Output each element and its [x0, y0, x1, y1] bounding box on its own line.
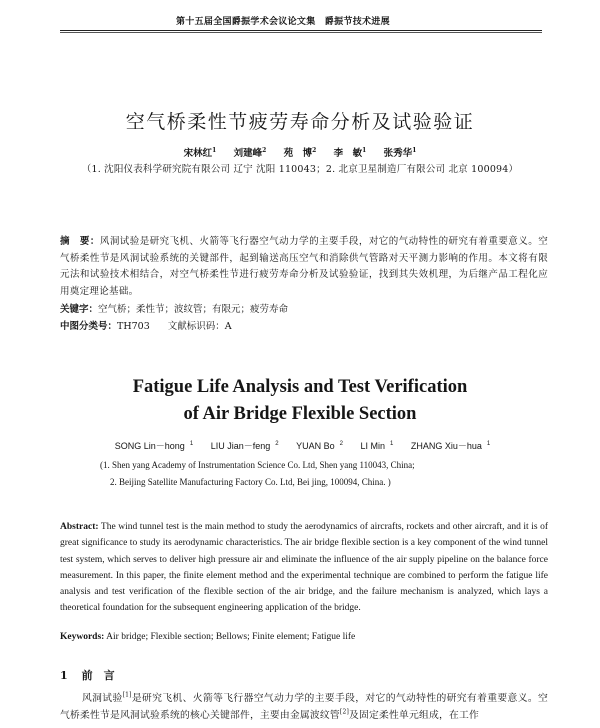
english-title — [0, 374, 600, 428]
citation: [1] — [122, 691, 132, 699]
abstract-text: 风洞试验是研究飞机、火箭等飞行器空气动力学的主要手段，对它的气动特性的研究有着重要意义。空气桥柔性节是风洞试验系统的关键部件，起到输送高压空气和消除供气管路对天平测力影响的作用。本文将有限元法和试验技术相结合，对空气桥柔性节进行疲劳寿命分析及试验验证，找到其失效机理，为后继产品工程化应用奠定理论基础。 — [60, 236, 548, 297]
header-rule-thin — [60, 32, 542, 33]
citation: [2] — [339, 708, 350, 716]
author: LIU Jian－feng $^2$ — [210, 441, 279, 451]
author: ZHANG Xiu－hua $^1$ — [410, 441, 491, 451]
classification-value: TH703 — [117, 321, 150, 332]
author: 张秀华$^1$ — [383, 146, 417, 159]
chinese-keywords — [60, 301, 288, 315]
english-affiliation-line-1: (1. Shen yang Academy of Instrumentation Science Co. Ltd, Shen yang 110043, China; — [100, 460, 415, 470]
running-head: 第十五届全国爵振学术会议论文集 爵振节技术进展 — [176, 17, 390, 27]
english-title-line-2: of Air Bridge Flexible Section — [183, 404, 417, 424]
document-code-value: A — [224, 321, 232, 332]
english-affiliation — [100, 457, 530, 491]
classification-label: 中图分类号： — [60, 321, 118, 332]
body-paragraph: 风洞试验[1]是研究飞机、火箭等飞行器空气动力学的主要手段，对它的气动特性的研究有着重要意义。空气桥柔性节是风洞试验系统的核心关键部件，主要由金属波纹管[2]及固定柔性单元组成，在工作 — [60, 691, 548, 721]
english-abstract — [60, 519, 548, 617]
author: SONG Lin－hong $^1$ — [114, 441, 194, 451]
english-affiliation-line-2: 2. Beijing Satellite Manufacturing Factory Co. Ltd, Bei jing, 100094, China. ) — [110, 477, 391, 487]
author: LI Min $^1$ — [360, 441, 394, 451]
keywords-text: 空气桥；柔性节；波纹管；有限元；疲劳寿命 — [98, 304, 289, 315]
author: 李 敏$^1$ — [333, 146, 367, 159]
english-keywords — [60, 632, 355, 642]
abstract-label: 摘 要： — [60, 236, 100, 247]
author: 宋林红$^1$ — [183, 146, 217, 159]
english-authors — [0, 439, 600, 452]
chinese-authors — [0, 145, 600, 159]
author: YUAN Bo $^2$ — [296, 441, 343, 451]
document-code-label: 文献标识码： — [167, 321, 225, 332]
section-title: 前 言 — [81, 669, 115, 682]
chinese-title: 空气桥柔性节疲劳寿命分析及试验验证 — [125, 111, 475, 133]
section-number: 1 — [60, 669, 68, 682]
chinese-affiliation: （1. 沈阳仪表科学研究院有限公司 辽宁 沈阳 110043；2. 北京卫星制造厂有限公司 北京 100094） — [81, 164, 519, 175]
classification-line — [60, 318, 232, 332]
english-title-line-1: Fatigue Life Analysis and Test Verification — [132, 377, 468, 397]
header-rule — [60, 30, 542, 31]
keywords-label: Keywords: — [60, 632, 105, 642]
section-heading — [60, 667, 115, 683]
keywords-label: 关键字： — [60, 304, 99, 315]
chinese-abstract — [60, 234, 548, 300]
author: 苑 博$^2$ — [283, 146, 317, 159]
author: 刘建峰$^2$ — [233, 146, 267, 159]
abstract-text: The wind tunnel test is the main method to study the aerodynamics of aircrafts, rockets and other aircraft, and it is of great significance to study its aerodynamic characteristics. The air bridge flexible section is a key component of the wind tunnel test system, which serves to deliver high pressure air and eliminate the influence of the air supply pipeline on the balance force measurement. In this paper, the finite element method and the experimental technique are combined to perform the fatigue life analysis and test verification of the flexible section of the air bridge, and the failure mechanism is analyzed, which lays a theoretical foundation for the subsequent engineering application of the bridge. — [60, 522, 548, 614]
abstract-label: Abstract: — [60, 522, 99, 532]
keywords-text: Air bridge; Flexible section; Bellows; Finite element; Fatigue life — [104, 632, 356, 642]
